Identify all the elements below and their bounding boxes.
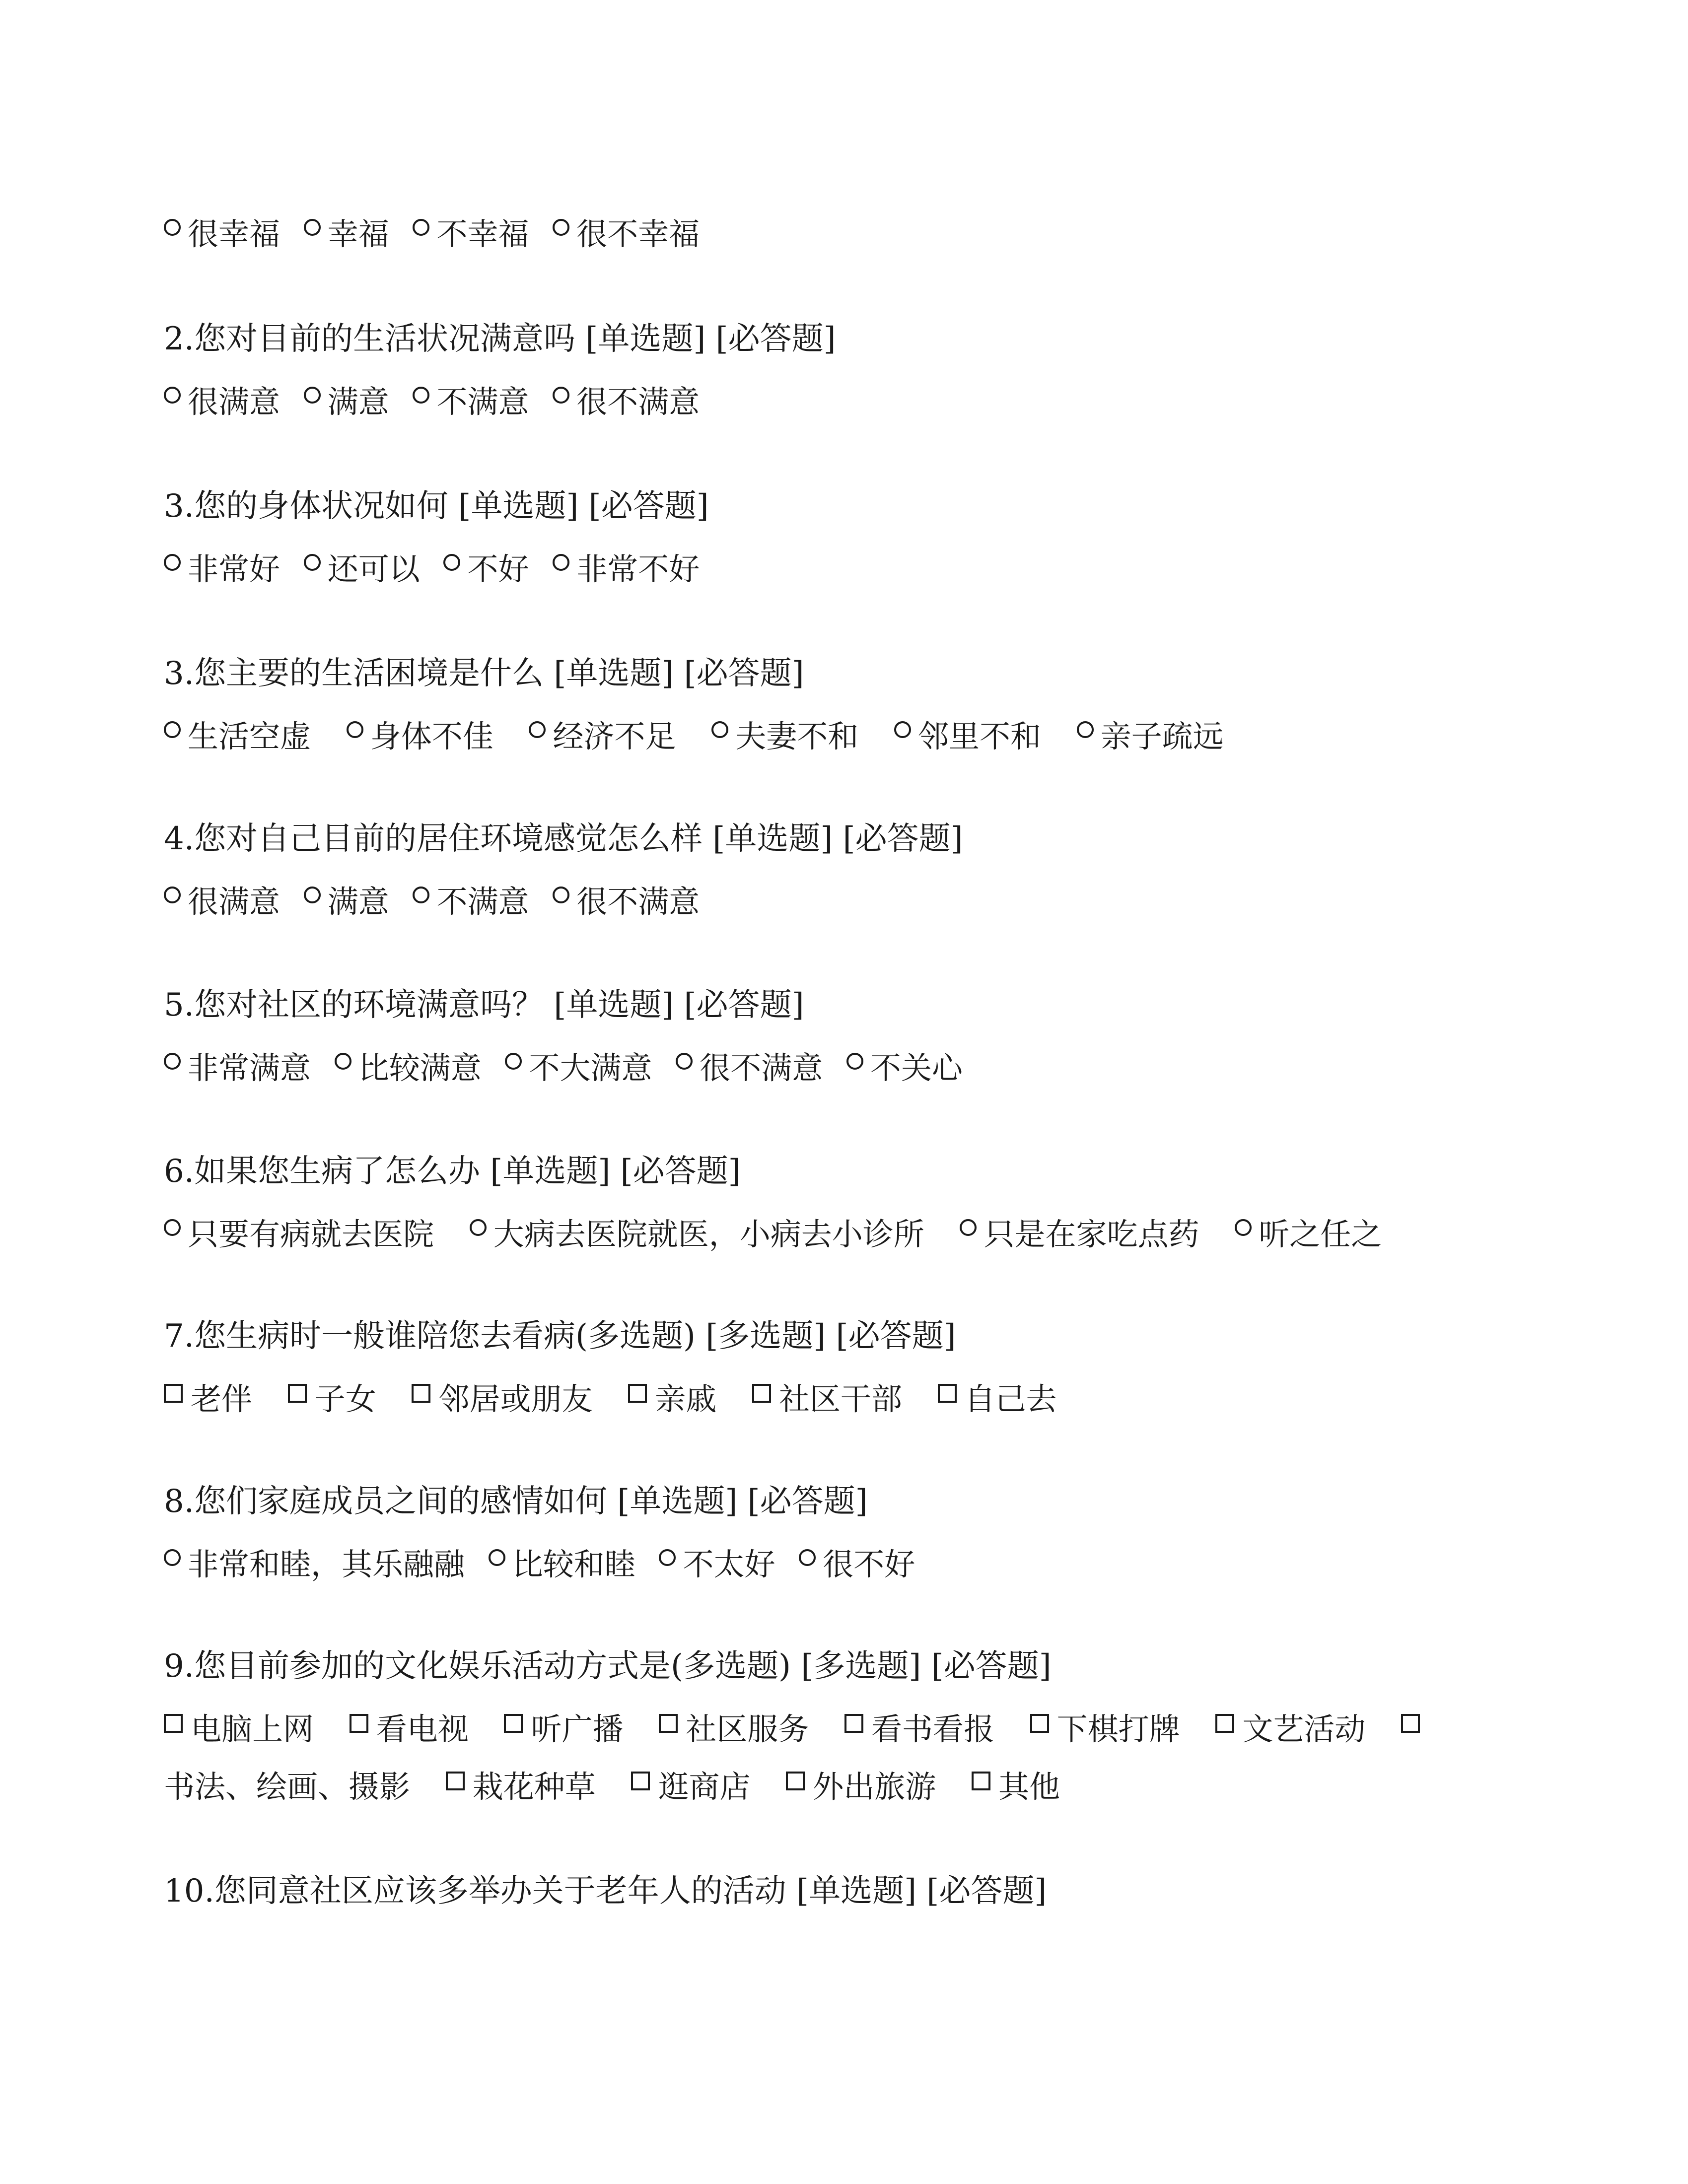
radio-icon[interactable] [676, 1053, 693, 1070]
q7-option-3[interactable]: 邻居或朋友 [412, 1379, 592, 1419]
q4-option-2[interactable]: 满意 [304, 882, 389, 922]
q3a-option-4[interactable]: 非常不好 [553, 549, 700, 589]
radio-icon[interactable] [164, 887, 181, 903]
q9-option-4[interactable]: 社区服务 [659, 1709, 809, 1749]
q6-option-4[interactable]: 听之任之 [1235, 1215, 1382, 1254]
checkbox-icon[interactable] [752, 1384, 771, 1403]
q2-option-4[interactable]: 很不满意 [553, 382, 700, 422]
q6-option-2[interactable]: 大病去医院就医，小病去小诊所 [470, 1215, 924, 1254]
q9-options-line-1 [164, 1709, 1442, 1749]
radio-icon[interactable] [553, 887, 569, 903]
q9-option-8-checkbox[interactable] [1401, 1709, 1428, 1749]
q8-options [164, 1545, 929, 1584]
q4-title: 4.您对自己目前的居住环境感觉怎么样 [单选题] [必答题] [164, 820, 963, 857]
q8-title: 8.您们家庭成员之间的感情如何 [单选题] [必答题] [164, 1483, 868, 1520]
radio-icon[interactable] [799, 1549, 816, 1566]
radio-icon[interactable] [164, 1053, 181, 1070]
q3a-option-2[interactable]: 还可以 [304, 549, 420, 589]
radio-icon[interactable] [553, 554, 569, 571]
q4-option-3[interactable]: 不满意 [413, 882, 529, 922]
q9-title: 9.您目前参加的文化娱乐活动方式是(多选题) [多选题] [必答题] [164, 1648, 1052, 1685]
q9-options-line-2 [164, 1767, 1086, 1807]
radio-icon[interactable] [335, 1053, 352, 1070]
radio-icon[interactable] [529, 721, 546, 738]
radio-icon[interactable] [1235, 1219, 1252, 1236]
radio-icon[interactable] [659, 1549, 676, 1566]
q9-option-1[interactable]: 电脑上网 [164, 1709, 314, 1749]
q9-option-2[interactable]: 看电视 [350, 1709, 469, 1749]
checkbox-icon[interactable] [631, 1772, 650, 1790]
q3b-option-3[interactable]: 经济不足 [529, 717, 676, 756]
q9-option-5[interactable]: 看书看报 [844, 1709, 994, 1749]
checkbox-icon[interactable] [659, 1714, 678, 1733]
q3b-title: 3.您主要的生活困境是什么 [单选题] [必答题] [164, 655, 804, 692]
checkbox-icon[interactable] [1030, 1714, 1049, 1733]
checkbox-icon[interactable] [786, 1772, 805, 1790]
q9-option-10[interactable]: 逛商店 [631, 1767, 750, 1807]
q4-option-1[interactable]: 很满意 [164, 882, 280, 922]
q5-options [164, 1048, 977, 1088]
radio-icon[interactable] [505, 1053, 522, 1070]
q1-option-4[interactable]: 很不幸福 [553, 214, 700, 254]
checkbox-icon[interactable] [972, 1772, 990, 1790]
q7-option-5[interactable]: 社区干部 [752, 1379, 902, 1419]
q1-option-1[interactable]: 很幸福 [164, 214, 280, 254]
radio-icon[interactable] [553, 219, 569, 236]
radio-icon[interactable] [413, 219, 429, 236]
radio-icon[interactable] [960, 1219, 977, 1236]
q9-option-12[interactable]: 其他 [972, 1767, 1060, 1807]
radio-icon[interactable] [164, 219, 181, 236]
checkbox-icon[interactable] [446, 1772, 465, 1790]
radio-icon[interactable] [164, 387, 181, 404]
q2-option-1[interactable]: 很满意 [164, 382, 280, 422]
q9-option-6[interactable]: 下棋打牌 [1030, 1709, 1180, 1749]
checkbox-icon[interactable] [938, 1384, 957, 1403]
q6-title: 6.如果您生病了怎么办 [单选题] [必答题] [164, 1153, 741, 1190]
q6-options [164, 1215, 1407, 1254]
q9-option-7[interactable]: 文艺活动 [1215, 1709, 1365, 1749]
checkbox-icon[interactable] [164, 1384, 183, 1403]
q7-option-6[interactable]: 自己去 [938, 1379, 1057, 1419]
q5-option-3[interactable]: 不大满意 [505, 1048, 652, 1088]
radio-icon[interactable] [164, 1219, 181, 1236]
q3b-option-5[interactable]: 邻里不和 [894, 717, 1041, 756]
q3b-options [164, 717, 1250, 756]
radio-icon[interactable] [470, 1219, 487, 1236]
q3a-option-3[interactable]: 不好 [443, 549, 529, 589]
radio-icon[interactable] [304, 219, 321, 236]
q1-option-3[interactable]: 不幸福 [413, 214, 529, 254]
q5-option-2[interactable]: 比较满意 [335, 1048, 482, 1088]
q3b-option-4[interactable]: 夫妻不和 [711, 717, 858, 756]
radio-icon[interactable] [553, 387, 569, 404]
q7-options [164, 1379, 1083, 1419]
q4-options [164, 882, 713, 922]
q7-title: 7.您生病时一般谁陪您去看病(多选题) [多选题] [必答题] [164, 1318, 956, 1355]
q7-option-1[interactable]: 老伴 [164, 1379, 252, 1419]
checkbox-icon[interactable] [1401, 1714, 1420, 1733]
checkbox-icon[interactable] [1215, 1714, 1234, 1733]
radio-icon[interactable] [347, 721, 363, 738]
q8-option-3[interactable]: 不太好 [659, 1545, 775, 1584]
q10-title: 10.您同意社区应该多举办关于老年人的活动 [单选题] [必答题] [164, 1873, 1047, 1910]
radio-icon[interactable] [164, 1549, 181, 1566]
radio-icon[interactable] [846, 1053, 863, 1070]
checkbox-icon[interactable] [288, 1384, 307, 1403]
checkbox-icon[interactable] [350, 1714, 368, 1733]
checkbox-icon[interactable] [628, 1384, 647, 1403]
q3a-title: 3.您的身体状况如何 [单选题] [必答题] [164, 488, 709, 525]
radio-icon[interactable] [894, 721, 911, 738]
q2-title: 2.您对目前的生活状况满意吗 [单选题] [必答题] [164, 321, 836, 357]
checkbox-icon[interactable] [412, 1384, 430, 1403]
radio-icon[interactable] [304, 387, 321, 404]
q8-option-1[interactable]: 非常和睦，其乐融融 [164, 1545, 465, 1584]
q3b-option-6[interactable]: 亲子疏远 [1077, 717, 1224, 756]
checkbox-icon[interactable] [504, 1714, 523, 1733]
q5-option-1[interactable]: 非常满意 [164, 1048, 311, 1088]
q9-option-11[interactable]: 外出旅游 [786, 1767, 936, 1807]
q7-option-2[interactable]: 子女 [288, 1379, 376, 1419]
q5-option-5[interactable]: 不关心 [846, 1048, 963, 1088]
radio-icon[interactable] [711, 721, 728, 738]
checkbox-icon[interactable] [164, 1714, 183, 1733]
q1-options [164, 214, 713, 254]
q6-option-3[interactable]: 只是在家吃点药 [960, 1215, 1199, 1254]
radio-icon[interactable] [164, 721, 181, 738]
q1-option-2[interactable]: 幸福 [304, 214, 389, 254]
q5-title: 5.您对社区的环境满意吗？ [单选题] [必答题] [164, 987, 804, 1024]
q9-option-8[interactable]: 书法、绘画、摄影 [164, 1769, 411, 1805]
radio-icon[interactable] [304, 887, 321, 903]
radio-icon[interactable] [164, 554, 181, 571]
radio-icon[interactable] [413, 387, 429, 404]
q6-option-1[interactable]: 只要有病就去医院 [164, 1215, 434, 1254]
q8-option-4[interactable]: 很不好 [799, 1545, 915, 1584]
checkbox-icon[interactable] [844, 1714, 863, 1733]
q5-option-4[interactable]: 很不满意 [676, 1048, 823, 1088]
q7-option-4[interactable]: 亲戚 [628, 1379, 716, 1419]
q2-option-2[interactable]: 满意 [304, 382, 389, 422]
q3a-option-1[interactable]: 非常好 [164, 549, 280, 589]
q3b-option-2[interactable]: 身体不佳 [347, 717, 493, 756]
q3b-option-1[interactable]: 生活空虚 [164, 717, 311, 756]
radio-icon[interactable] [443, 554, 460, 571]
q8-option-2[interactable]: 比较和睦 [489, 1545, 635, 1584]
q9-option-9[interactable]: 栽花种草 [446, 1767, 596, 1807]
radio-icon[interactable] [489, 1549, 505, 1566]
q2-options [164, 382, 713, 422]
radio-icon[interactable] [304, 554, 321, 571]
radio-icon[interactable] [413, 887, 429, 903]
q2-option-3[interactable]: 不满意 [413, 382, 529, 422]
q3a-options [164, 549, 713, 589]
radio-icon[interactable] [1077, 721, 1094, 738]
q9-option-3[interactable]: 听广播 [504, 1709, 623, 1749]
q4-option-4[interactable]: 很不满意 [553, 882, 700, 922]
